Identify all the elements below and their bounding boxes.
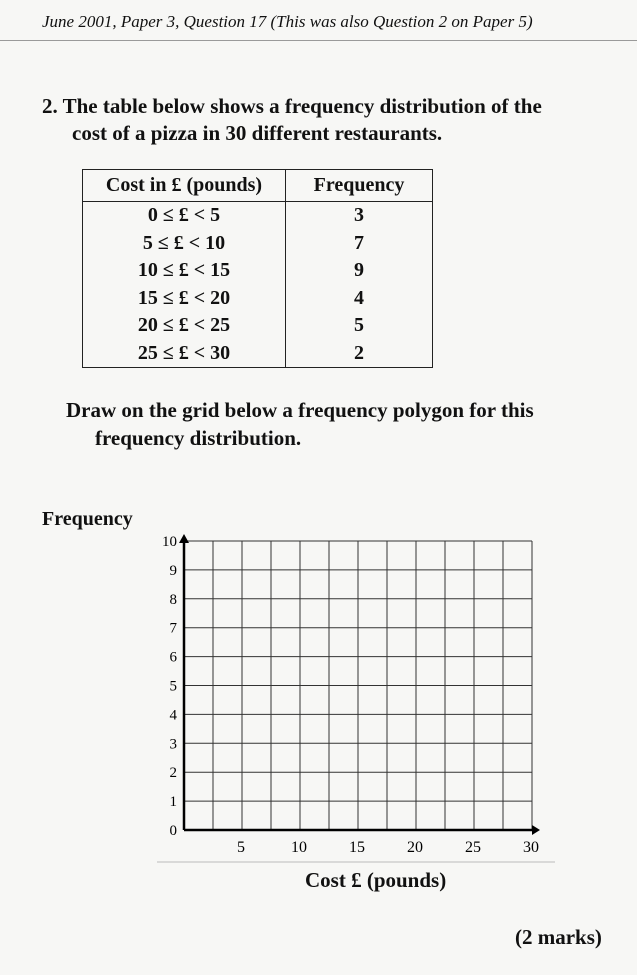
cost-cell: 5 ≤ £ < 10 — [83, 230, 286, 258]
x-axis-arrow-icon — [532, 825, 540, 835]
y-tick-label: 0 — [169, 823, 177, 839]
frequency-cell: 5 — [286, 312, 433, 340]
y-tick-label: 4 — [169, 707, 177, 724]
y-tick-label: 5 — [169, 678, 177, 695]
cost-cell: 20 ≤ £ < 25 — [83, 312, 286, 340]
question-line-2: cost of a pizza in 30 different restaurants. — [72, 121, 443, 145]
cost-cell: 0 ≤ £ < 5 — [83, 202, 286, 230]
y-axis-arrow-icon — [179, 534, 189, 543]
frequency-cell: 3 — [286, 202, 433, 230]
instruction-line-2: frequency distribution. — [95, 426, 302, 450]
grid-lines — [184, 541, 532, 830]
y-axis-title: Frequency — [42, 508, 133, 530]
y-tick-label: 3 — [169, 736, 177, 753]
y-tick-label: 1 — [169, 794, 177, 811]
cost-cell: 15 ≤ £ < 20 — [83, 285, 286, 313]
x-tick-label: 25 — [465, 839, 481, 856]
y-tick-label: 6 — [169, 649, 177, 666]
x-tick-label: 15 — [349, 839, 365, 856]
question-line-1: 2. The table below shows a frequency distribution of the — [42, 94, 542, 118]
frequency-cell: 2 — [286, 340, 433, 368]
x-tick-labels — [237, 839, 539, 856]
axes — [179, 534, 540, 835]
frequency-cell: 7 — [286, 230, 433, 258]
y-tick-label: 7 — [169, 620, 177, 637]
frequency-cell: 9 — [286, 257, 433, 285]
column-header-frequency: Frequency — [286, 170, 433, 202]
cost-cell: 10 ≤ £ < 15 — [83, 257, 286, 285]
x-tick-label: 30 — [523, 839, 539, 856]
x-tick-label: 5 — [237, 839, 245, 856]
y-tick-labels — [162, 534, 178, 839]
frequency-cell: 4 — [286, 285, 433, 313]
cost-cell: 25 ≤ £ < 30 — [83, 340, 286, 368]
column-header-cost: Cost in £ (pounds) — [83, 170, 286, 202]
y-tick-label: 2 — [169, 765, 177, 782]
marks-label: (2 marks) — [515, 925, 602, 949]
header-text: June 2001, Paper 3, Question 17 (This was also Question 2 on Paper 5) — [42, 12, 533, 31]
x-tick-label: 20 — [407, 839, 423, 856]
x-axis-title: Cost £ (pounds) — [305, 868, 447, 892]
y-tick-label: 10 — [162, 534, 177, 550]
x-tick-label: 10 — [291, 839, 307, 856]
y-tick-label: 8 — [169, 591, 177, 608]
instruction-line-1: Draw on the grid below a frequency polygon for this — [66, 398, 534, 422]
y-tick-label: 9 — [169, 562, 177, 579]
